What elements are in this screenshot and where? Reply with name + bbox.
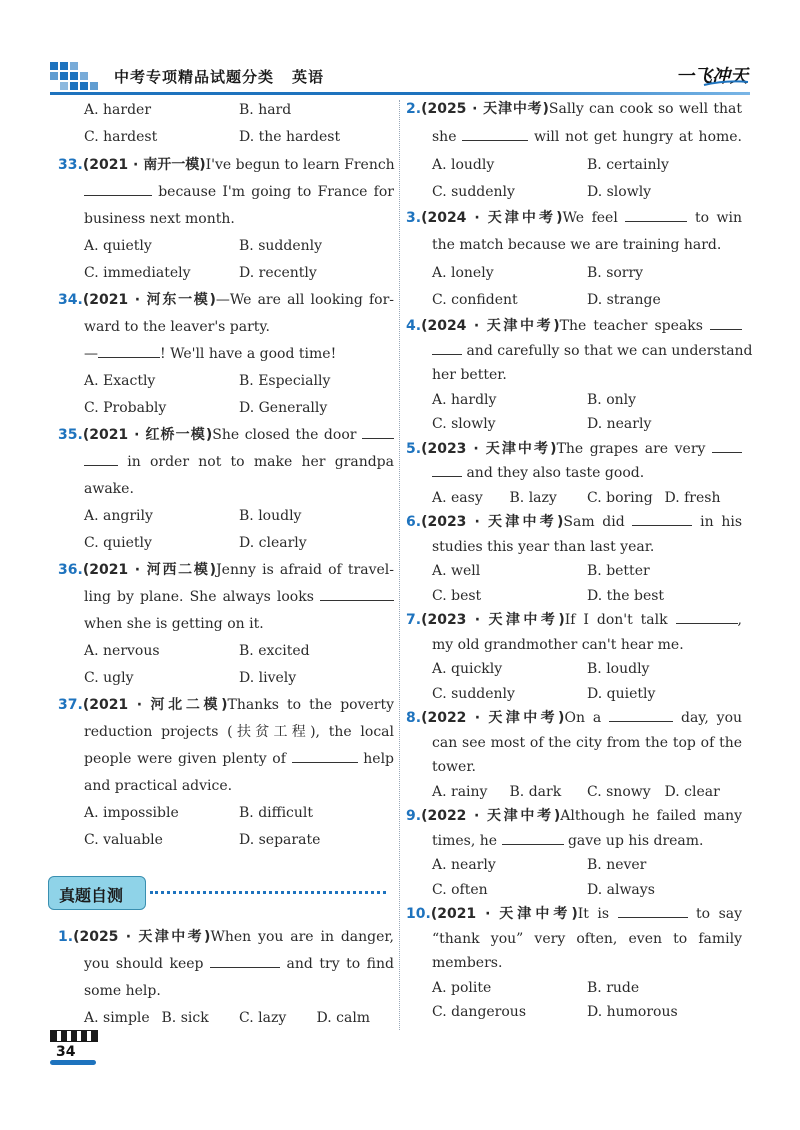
answer-blank[interactable] xyxy=(625,207,687,222)
column-divider xyxy=(399,100,400,1030)
option-c[interactable]: C. immediately xyxy=(84,265,191,281)
option-a[interactable]: A. polite xyxy=(432,979,492,996)
logo-grid-icon xyxy=(50,62,108,88)
option-d[interactable]: D. clearly xyxy=(239,535,307,551)
options-row xyxy=(58,368,394,395)
option-c[interactable]: C. boring xyxy=(587,489,653,506)
option-a[interactable]: A. rainy xyxy=(432,783,488,800)
page-number-base xyxy=(50,1060,96,1065)
answer-blank[interactable] xyxy=(210,953,280,968)
question-text: the match because we are training hard. xyxy=(432,237,722,253)
question-number: 34. xyxy=(58,292,83,308)
question-text: my old grandmother can't hear me. xyxy=(432,636,684,653)
option-d[interactable]: D. humorous xyxy=(587,1004,678,1020)
option-c[interactable]: C. ugly xyxy=(84,670,134,686)
option-c[interactable]: C. often xyxy=(432,881,488,898)
option-b[interactable]: B. lazy xyxy=(509,489,557,506)
question-source: (2023 · 天津中考) xyxy=(421,612,565,628)
options-row xyxy=(58,503,394,530)
option-d[interactable]: D. slowly xyxy=(587,183,652,200)
answer-blank[interactable] xyxy=(502,830,564,845)
question-text: help xyxy=(363,751,395,767)
option-b[interactable]: B. certainly xyxy=(587,156,669,173)
question-35 xyxy=(58,422,394,557)
option-b[interactable]: B. Especially xyxy=(239,373,331,389)
question-text: When you are in danger, xyxy=(210,929,395,945)
question-text: can see most of the city from the top of the xyxy=(432,734,742,751)
question-text: to win xyxy=(694,209,743,226)
question-text: ward to the leaver's party. xyxy=(84,319,270,335)
option-d[interactable]: D. quietly xyxy=(587,685,656,702)
question-36 xyxy=(58,557,394,692)
question-number: 4. xyxy=(406,318,422,334)
answer-blank[interactable] xyxy=(320,586,394,601)
option-b[interactable]: B. never xyxy=(587,857,647,873)
question-text: business next month. xyxy=(84,211,235,227)
question-number: 7. xyxy=(406,612,422,628)
question-text: I've begun to learn French xyxy=(205,157,395,173)
option-b[interactable]: B. sorry xyxy=(587,265,644,281)
question-text: ! We'll have a good time! xyxy=(160,346,337,362)
question-text: you should keep xyxy=(84,956,204,972)
question-text: in order not to make her grandpa xyxy=(127,454,394,470)
question-source: (2025 · 天津中考) xyxy=(421,101,549,117)
page-number-badge xyxy=(50,1030,96,1066)
question-source: (2023 · 天津中考) xyxy=(421,514,564,530)
section-title: 真题自测 xyxy=(59,886,124,905)
question-number: 3. xyxy=(406,209,422,226)
option-c: C. hardest xyxy=(84,129,158,145)
question-source: (2021 · 南开一模) xyxy=(82,157,206,173)
question-text: Thanks to the poverty xyxy=(227,697,395,713)
answer-blank[interactable] xyxy=(432,462,462,477)
page-header xyxy=(50,58,750,92)
option-c[interactable]: C. suddenly xyxy=(432,183,515,200)
question-number: 33. xyxy=(58,157,83,173)
question-text: and they also taste good. xyxy=(466,465,645,481)
question-text: members. xyxy=(432,955,503,971)
option-a[interactable]: A. lonely xyxy=(432,265,494,281)
brand-swoosh-icon xyxy=(702,80,750,86)
option-a[interactable]: A. nearly xyxy=(432,857,496,873)
option-a[interactable]: A. simple xyxy=(84,1010,150,1026)
question-text: and carefully so that we can understand xyxy=(466,342,753,359)
answer-blank[interactable] xyxy=(676,609,738,624)
answer-blank[interactable] xyxy=(362,424,394,439)
question-8 xyxy=(406,706,742,804)
question-number: 36. xyxy=(58,562,83,578)
option-b[interactable]: B. difficult xyxy=(239,805,314,821)
option-a[interactable]: A. quietly xyxy=(84,238,152,254)
question-source: (2021 · 河西二模) xyxy=(82,562,217,578)
question-text: studies this year than last year. xyxy=(432,538,655,555)
option-a[interactable]: A. quickly xyxy=(432,661,503,677)
answer-blank[interactable] xyxy=(712,438,742,453)
carry-options xyxy=(58,97,394,124)
question-2 xyxy=(406,97,742,206)
question-7 xyxy=(406,608,742,706)
question-text: We feel xyxy=(562,209,618,226)
question-text: when she is getting on it. xyxy=(84,616,264,632)
question-source: (2022 · 天津中考) xyxy=(421,710,565,726)
question-text: Sam did xyxy=(563,514,625,530)
option-b[interactable]: B. loudly xyxy=(587,661,650,677)
question-text: The teacher speaks xyxy=(559,318,703,334)
question-5 xyxy=(406,437,742,511)
option-c[interactable]: C. slowly xyxy=(432,416,496,432)
question-text: It is xyxy=(577,906,610,922)
question-text: , xyxy=(737,612,742,628)
checkered-flag-icon xyxy=(50,1030,98,1042)
answer-blank[interactable] xyxy=(632,511,692,526)
option-a: A. harder xyxy=(84,102,152,118)
options-row xyxy=(58,665,394,692)
question-text: She closed the door xyxy=(212,427,357,443)
question-9 xyxy=(406,804,742,902)
option-d[interactable]: D. the best xyxy=(587,587,665,604)
answer-blank[interactable] xyxy=(292,748,358,763)
answer-blank[interactable] xyxy=(84,181,152,196)
question-33 xyxy=(58,152,394,287)
carry-options xyxy=(58,124,394,151)
option-b[interactable]: B. better xyxy=(587,563,650,579)
question-text: times, he xyxy=(432,832,498,849)
question-1 xyxy=(58,924,394,1032)
option-c[interactable]: C. Probably xyxy=(84,400,167,416)
question-text: will not get hungry at home. xyxy=(533,128,743,145)
option-b[interactable]: B. sick xyxy=(161,1010,209,1026)
answer-blank[interactable] xyxy=(84,451,118,466)
option-d[interactable]: D. strange xyxy=(587,292,661,308)
question-text: Jenny is afraid of travel- xyxy=(216,562,394,578)
answer-blank[interactable] xyxy=(98,343,160,358)
option-c[interactable]: C. valuable xyxy=(84,832,163,848)
option-a[interactable]: A. loudly xyxy=(432,156,495,173)
question-text: — xyxy=(84,346,98,362)
question-6 xyxy=(406,510,742,608)
question-source: (2025 · 天津中考) xyxy=(73,929,211,945)
question-text: to say xyxy=(696,906,743,922)
question-text: because I'm going to France for xyxy=(158,184,394,200)
option-d: D. the hardest xyxy=(239,129,341,145)
question-source: (2024 · 天津中考) xyxy=(421,209,563,226)
option-c[interactable]: C. quietly xyxy=(84,535,152,551)
question-number: 37. xyxy=(58,697,83,713)
option-b: B. hard xyxy=(239,102,292,118)
question-text: and try to find xyxy=(286,956,394,972)
question-text: “thank you” very often, even to family xyxy=(432,930,742,947)
options-row xyxy=(58,638,394,665)
option-a[interactable]: A. Exactly xyxy=(84,373,156,389)
question-text: day, you xyxy=(680,710,743,726)
brand-logo: 一飞冲天 xyxy=(676,66,748,87)
options-row xyxy=(58,233,394,260)
option-a[interactable]: A. angrily xyxy=(84,508,153,524)
right-column xyxy=(406,97,753,1025)
option-b[interactable]: B. suddenly xyxy=(239,238,323,254)
options-row xyxy=(58,395,394,422)
question-number: 1. xyxy=(58,929,74,945)
question-source: (2021 · 天津中考) xyxy=(430,906,578,922)
options-row xyxy=(58,1005,394,1032)
answer-blank[interactable] xyxy=(432,340,462,355)
section-badge xyxy=(48,876,146,910)
header-title xyxy=(114,66,324,87)
question-text: and practical advice. xyxy=(84,778,233,794)
option-d[interactable]: D. fresh xyxy=(664,489,721,506)
option-b[interactable]: B. only xyxy=(587,391,637,408)
question-number: 35. xyxy=(58,427,83,443)
option-d[interactable]: D. calm xyxy=(316,1010,371,1026)
answer-blank[interactable] xyxy=(609,707,673,722)
option-a[interactable]: A. nervous xyxy=(84,643,160,659)
question-text: If I don't talk xyxy=(564,612,668,628)
option-a[interactable]: A. hardly xyxy=(432,391,497,408)
question-number: 2. xyxy=(406,101,422,117)
answer-blank[interactable] xyxy=(710,315,742,330)
option-c[interactable]: C. suddenly xyxy=(432,685,515,702)
question-number: 9. xyxy=(406,808,422,824)
section-header xyxy=(48,876,388,910)
question-37 xyxy=(58,692,394,854)
options-row xyxy=(58,260,394,287)
question-source: (2023 · 天津中考) xyxy=(421,440,557,457)
options-row xyxy=(58,800,394,827)
option-d[interactable]: D. always xyxy=(587,881,655,898)
option-d[interactable]: D. separate xyxy=(239,832,321,848)
section-dotted-rule xyxy=(150,891,386,894)
page-number: 34 xyxy=(56,1044,76,1060)
question-source: (2021 · 红桥一模) xyxy=(82,427,213,443)
question-34 xyxy=(58,287,394,422)
question-text: The grapes are very xyxy=(556,440,706,457)
options-row xyxy=(58,827,394,854)
question-source: (2024 · 天津中考) xyxy=(421,318,560,334)
question-source: (2022 · 天津中考) xyxy=(421,808,561,824)
question-text: her better. xyxy=(432,367,507,383)
question-10 xyxy=(406,902,742,1025)
question-text: On a xyxy=(564,710,602,726)
header-rule xyxy=(50,92,750,95)
question-text: ling by plane. She always looks xyxy=(84,589,314,605)
question-text: she xyxy=(432,128,457,145)
option-d[interactable]: D. nearly xyxy=(587,416,652,432)
option-a[interactable]: A. impossible xyxy=(84,805,179,821)
question-text: gave up his dream. xyxy=(567,832,704,849)
option-a[interactable]: A. well xyxy=(432,563,481,579)
option-d[interactable]: D. recently xyxy=(239,265,317,281)
option-c[interactable]: C. lazy xyxy=(239,1010,287,1026)
option-c[interactable]: C. dangerous xyxy=(432,1004,527,1020)
question-4 xyxy=(406,314,753,437)
book-title: 中考专项精品试题分类 xyxy=(114,68,275,86)
answer-blank[interactable] xyxy=(462,126,528,141)
option-c[interactable]: C. confident xyxy=(432,292,518,308)
question-3 xyxy=(406,206,742,315)
question-number: 8. xyxy=(406,710,422,726)
answer-blank[interactable] xyxy=(618,903,688,918)
question-source: (2021 · 河北二模) xyxy=(82,697,228,713)
option-b[interactable]: B. excited xyxy=(239,643,310,659)
question-text: —We are all looking for- xyxy=(215,292,394,308)
question-text: tower. xyxy=(432,759,476,775)
question-text: people were given plenty of xyxy=(84,751,286,767)
option-c[interactable]: C. best xyxy=(432,587,482,604)
option-c[interactable]: C. snowy xyxy=(587,783,651,800)
question-source: (2021 · 河东一模) xyxy=(82,292,216,308)
option-b[interactable]: B. rude xyxy=(587,979,640,996)
question-number: 10. xyxy=(406,906,431,922)
question-text: reduction projects (扶贫工程), the local xyxy=(84,724,394,740)
left-column xyxy=(58,97,394,854)
question-text: in his xyxy=(700,514,742,530)
subject-label: 英语 xyxy=(292,68,325,86)
option-d[interactable]: D. Generally xyxy=(239,400,328,416)
question-text: some help. xyxy=(84,983,161,999)
options-row xyxy=(58,530,394,557)
option-b[interactable]: B. loudly xyxy=(239,508,302,524)
option-d[interactable]: D. lively xyxy=(239,670,297,686)
question-text: awake. xyxy=(84,481,134,497)
option-b[interactable]: B. dark xyxy=(509,783,562,800)
question-text: Although he failed many xyxy=(560,808,742,824)
question-number: 6. xyxy=(406,514,422,530)
question-number: 5. xyxy=(406,440,422,457)
option-d[interactable]: D. clear xyxy=(664,783,720,800)
question-text: Sally can cook so well that xyxy=(548,101,743,117)
option-a[interactable]: A. easy xyxy=(432,489,483,506)
